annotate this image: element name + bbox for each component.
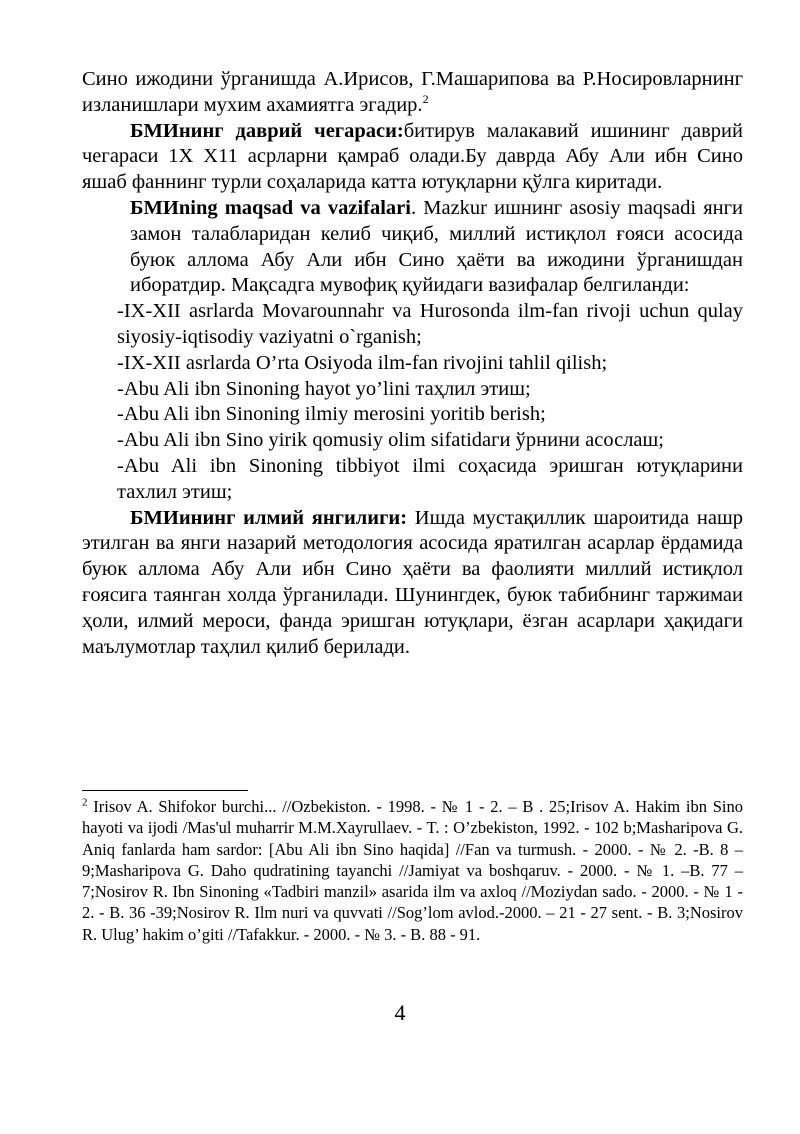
paragraph-period (82, 119, 743, 196)
goals-heading: БМИning maqsad va vazifalari (130, 196, 411, 219)
intro-text: Сино ижодини ўрганишда А.Ирисов, Г.Машарипова ва Р.Носировларнинг изланишлари мухим ахамиятга эгадир. (82, 68, 743, 116)
footnote-separator (82, 790, 248, 791)
footnote (82, 796, 743, 945)
footnote-reference[interactable]: 2 (422, 91, 429, 106)
novelty-text: Ишда мустақиллик шароитида нашр этилган ва янги назарий методология асосида яратилган асарлар ёрдамида буюк аллома Абу Али ибн Сино ҳаёти ва фаолияти миллий истиқлол ғоясига таянган холда ўрганилади. Шунингдек, буюк табибнинг таржимаи ҳоли, илмий мероси, фанда эришган ютуқлари, ёзган асарлари ҳақидаги маълумотлар таҳлил қилиб берилади. (82, 506, 743, 658)
task-item: -IX-XII asrlarda Movarounnahr va Hurosonda ilm-fan rivoji uchun qulay siyosiy-iqtisodiy vaziyatni o`rganish; (117, 300, 743, 348)
page-number: 4 (394, 1000, 406, 1025)
task-item: -Abu Ali ibn Sinoning hayot yo’lini таҳлил этиш; (117, 377, 531, 400)
paragraph-novelty (82, 506, 743, 661)
period-text: битирув малакавий ишининг даврий чегараси 1Х Х11 асрларни қамраб олади.Бу даврда Абу Али ибн Сино яшаб фаннинг турли соҳаларида катта ютуқларни қўлга киритади. (82, 119, 743, 194)
period-heading: БМИнинг даврий чегараси: (130, 119, 404, 142)
task-item: -Abu Ali ibn Sino yirik qomusiy olim sifatidaги ўрнини асослаш; (117, 429, 665, 452)
paragraph-intro (82, 67, 743, 119)
goals-text: . Mazkur ишнинг asosiy maqsadi янги замон талабларидан келиб чиқиб, миллий истиқлол ғояси асосида буюк аллома Абу Али ибн Сино ҳаёти ва ижодини ўрганишдан иборатдир. Мақсадга мувофиқ қуйидаги вазифалар белгиланди: (130, 196, 743, 297)
task-item: -Abu Ali ibn Sinoning tibbiyot ilmi соҳасида эришган ютуқларини тахлил этиш; (117, 454, 743, 503)
main-text (82, 67, 743, 660)
task-item: -Abu Ali ibn Sinoning ilmiy merosini yoritib berish; (117, 403, 546, 426)
footnote-marker: 2 (82, 796, 88, 809)
task-item: -IX-XII asrlarda O’rta Osiyoda ilm-fan rivojini tahlil qilish; (117, 351, 608, 374)
paragraph-goals (82, 196, 743, 299)
novelty-heading: БМИининг илмий янгилиги: (130, 506, 408, 529)
footnote-text: Irisov A. Shifokor burchi... //Ozbekiston. - 1998. - № 1 - 2. – B . 25;Irisov A. Hakim ibn Sino hayoti va ijodi /Mas'ul muharrir M.M.Xayrullaev. - T. : O’zbekiston, 1992. - 102 b;Masharipova G. Aniq fanlarda ham sardor: [Abu Ali ibn Sino haqida] //Fan va turmush. - 2000. - № 2. -B. 8 – 9;Masharipova G. Daho qudratining tayanchi //Jamiyat va boshqaruv. - 2000. - № 1. –B. 77 – 7;Nosirov R. Ibn Sinoning «Tadbiri manzil» asarida ilm va axloq //Moziydan sado. - 2000. - № 1 - 2. - B. 36 -39;Nosirov R. Ilm nuri va quvvati //Sog’lom avlod.-2000. – 21 - 27 sent. - B. 3;Nosirov R. Ulug’ hakim o’giti //Tafakkur. - 2000. - № 3. - B. 88 - 91. (82, 797, 743, 944)
